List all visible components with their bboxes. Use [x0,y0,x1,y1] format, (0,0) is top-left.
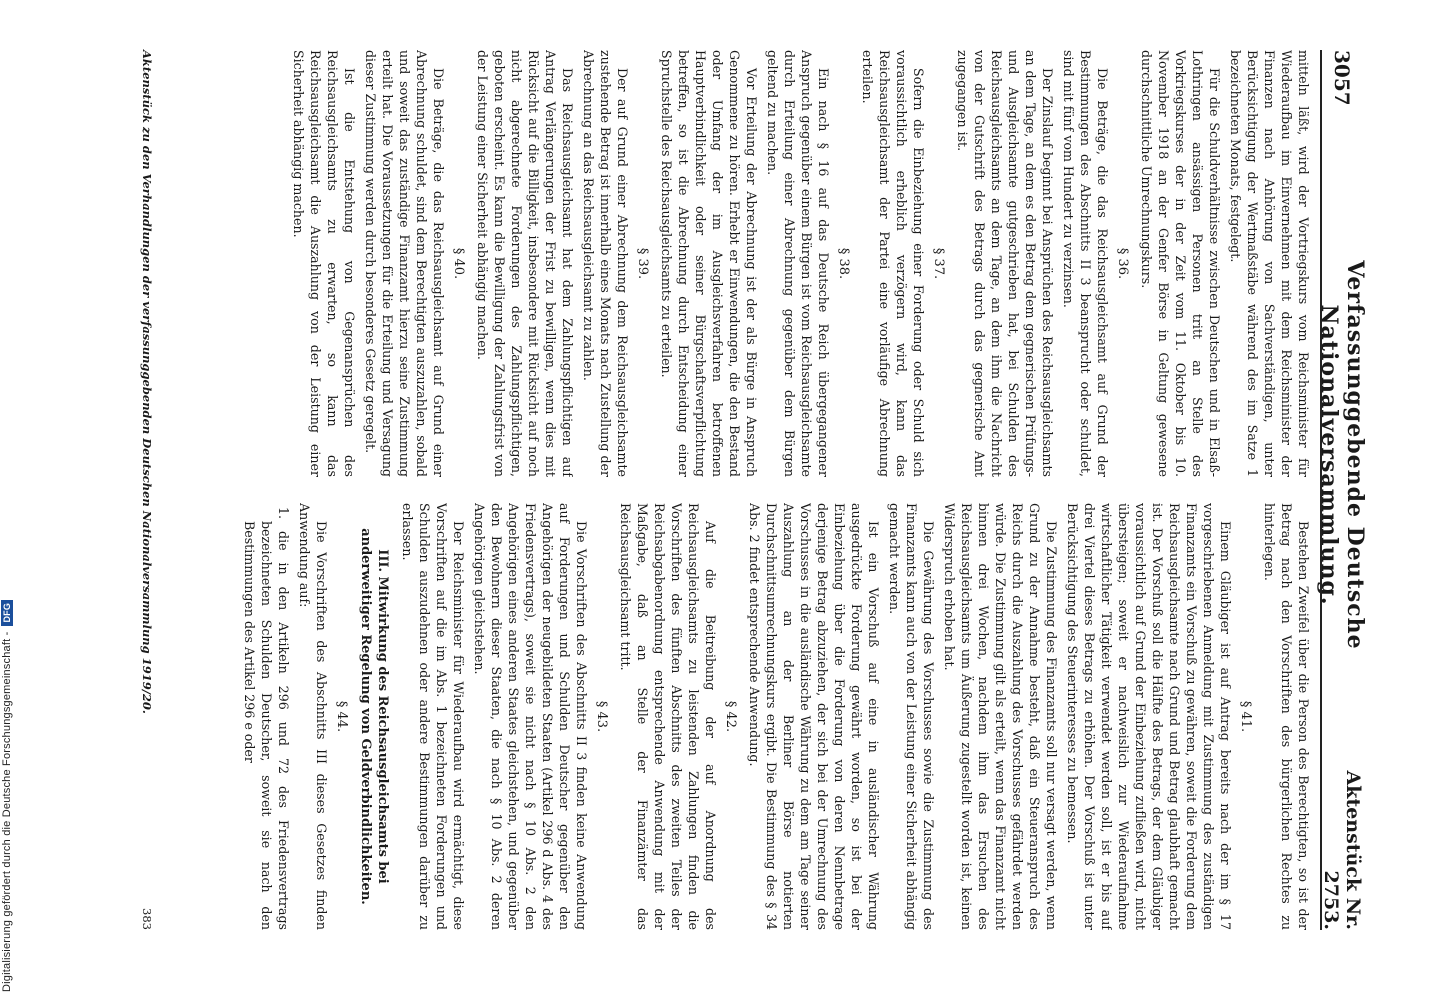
section-heading: § 43. [594,700,609,733]
paragraph: Die Beträge, die das Reichsausgleichsamt auf Grund einer Abrechnung schuldet, sind dem Berechtigten auszuzahlen, sobald und soweit das zuständige Finanzamt hierzu seine Zustimmung erteilt hat. Die Voraussetzungen für die Erteilung und Versagung dieser Zustimmung werden durch besonderes Gesetz geregelt. [363,50,446,477]
page-header [1316,50,1368,930]
paragraph: Der Zinslauf beginnt bei Ansprüchen des Reichsausgleichsamts an dem Tage, an dem es den Betrag dem gegnerischen Prüfungs- und Ausgleichsamte gutgeschrieben hat, bei Schulden des Reichsausgleichsamts an dem Tage, an dem ihm die Nachricht von der Gutschrift des Betrags durch das gegnerische Amt zugegangen ist. [955,50,1055,477]
section-heading: § 38. [836,247,851,280]
page-content [130,40,1368,940]
list-item: 1. die in den Artikeln 296 und 72 des Friedensvertrags bezeichneten Schulden Deutscher, soweit sie nach den Bestimmungen des Artikel 296 e oder [242,507,291,930]
running-title: Verfassunggebende Deutsche Nationalversammlung. [1316,260,1368,650]
paragraph: Der Reichsminister für Wiederaufbau wird ermächtigt, diese Vorschriften auf die im Abs. 1 bezeichneten Forderungen und Schulden auszudehnen oder andere Bestimmungen darüber zu erlassen. [400,503,466,930]
paragraph: Für die Schuldverhältnisse zwischen Deutschen und in Elsaß-Lothringen ansässigen Personen tritt an Stelle des Vorkriegskurses der in der Zeit vom 11. Oktober bis 10. November 1918 an der Genfer Börse in Geltung gewesene durchschnittliche Umrechnungskurs. [1139,50,1222,477]
paragraph: Ein nach § 16 auf das Deutsche Reich übergegangener Anspruch gegenüber einem Bürgen ist vom Reichsausgleichsamte durch Erteilung einer Abrechnung gegenüber dem Bürgen geltend zu machen. [765,50,831,477]
section-heading: § 44. [334,700,349,733]
paragraph: Sofern die Einbeziehung einer Forderung oder Schuld sich voraussichtlich erheblich verzögern wird, kann das Reichsausgleichsamt der Partei eine vorläufige Abrechnung erteilen. [860,50,926,477]
paragraph: Die Vorschriften des Abschnitts II 3 finden keine Anwendung auf Forderungen und Schulden Deutscher gegenüber den Angehörigen der neugebildeten Staaten (Artikel 296 d Abs. 4 des Friedensvertrags), soweit sie nicht nach § 10 Abs. 2 den Angehörigen eines anderen Staates gleichstehen, und gegenüber den Bewohnern dieser Staaten, die nach § 10 Abs. 2 deren Angehörigen gleichstehen. [472,503,589,930]
section-heading: § 42. [723,700,738,733]
paragraph: Vor Erteilung der Abrechnung ist der als Bürge in Anspruch Genommene zu hören. Erhebt er Einwendungen, die den Bestand oder Umfang der im Ausgleichsverfahren betroffenen Hauptverbindlichkeit oder seiner Bürgschaftsverpflichtung betreffen, so ist die Abrechnung durch Entscheidung einer Spruchstelle des Reichsausgleichsamts zu erteilen. [659,50,759,477]
section-heading: § 41. [1238,700,1253,733]
paragraph: Ist die Entstehung von Gegenansprüchen des Reichsausgleichsamts zu erwarten, so kann das Reichsausgleichsamt die Auszahlung von der Leistung einer Sicherheit abhängig machen. [291,50,357,477]
digitization-credit [0,0,26,1000]
text-columns [190,50,1312,930]
section-heading: § 40. [451,247,466,280]
paragraph: Die Beträge, die das Reichsausgleichsamt auf Grund der Bestimmungen des Abschnitts II 3 beansprucht oder schuldet, sind mit fünf vom Hundert zu verzinsen. [1061,50,1110,477]
paragraph: Bestehen Zweifel über die Person des Berechtigten, so ist der Betrag nach den Vorschriften des bürgerlichen Rechtes zu hinterlegen. [1262,503,1311,930]
page-number: 3057 [1330,50,1354,106]
header-rule [1320,50,1322,930]
footer-page-reference: 383 [140,908,154,930]
scanned-page [130,40,1368,940]
document-number: Aktenstück Nr. 2753. [1320,770,1364,930]
paragraph: mitteln läßt, wird der Vortriegskurs vom Reichsminister für Wiederaufbau im Einvernehmen mit dem Reichsminister der Finanzen nach Anhörung von Sachverständigen, unter Berücksichtigung der Wertmaßstäbe während des im Satze 1 bezeichneten Monats, festgelegt. [1228,50,1311,477]
credit-text: Digitalisierung gefördert durch die Deutsche Forschungsgemeinschaft - [1,631,13,992]
footer-text: Aktenstück zu den Verhandlungen der verfassunggebenden Deutschen Nationalversammlung 1919/20. [140,50,154,714]
right-column [190,503,1312,930]
paragraph: Der auf Grund einer Abrechnung dem Reichsausgleichsamte zustehende Betrag ist innerhalb eines Monats nach Zustellung der Abrechnung an das Reichsausgleichsamt zu zahlen. [581,50,630,477]
paragraph: Die Zustimmung des Finanzamts soll nur versagt werden, wenn Grund zu der Annahme besteht, daß ein Steueranspruch des Reichs durch die Auszahlung des Vorschusses gefährdet werden würde. Die Zustimmung gilt als erteilt, wenn das Finanzamt nicht binnen drei Wochen, nachdem ihm das Ersuchen des Reichsausgleichsamts um Äußerung zugestellt worden ist, keinen Widerspruch erhoben hat. [942,503,1059,930]
paragraph: Auf die Beitreibung der auf Anordnung des Reichsausgleichsamts zu leistenden Zahlungen finden die Vorschriften des fünften Abschnitts des zweiten Teiles der Reichsabgabenordnung entsprechende Anwendung mit der Maßgabe, daß an Stelle der Finanzämter das Reichsausgleichsamt tritt. [618,503,718,930]
paragraph: Einem Gläubiger ist auf Antrag bereits nach der im § 17 vorgeschriebenen Anmeldung mit Zustimmung des zuständigen Finanzamts ein Vorschuß zu gewähren, soweit die Forderung dem Reichsausgleichsamte nach Grund und Betrag glaubhaft gemacht ist. Der Vorschuß soll die Hälfte des Betrags, der dem Gläubiger voraussichtlich auf Grund der Einbeziehung zufließen wird, nicht übersteigen; soweit er nachweislich zur Wiederaufnahme wirtschaftlicher Tätigkeit verwendet werden soll, ist er bis auf drei Viertel dieses Betrags zu erhöhen. Der Vorschuß ist unter Berücksichtigung des Steuerinteresses zu bemessen. [1065,503,1233,930]
credit-text-wrapper [1,600,13,992]
part-heading: III. Mitwirkung des Reichsausgleichsamts bei anderweitiger Regelung von Geldverbindlichkeiten. [358,528,390,905]
page-footer [140,50,154,930]
paragraph: Die Vorschriften des Abschnitts III dieses Gesetzes finden Anwendung auf: [297,503,329,930]
paragraph: Das Reichsausgleichsamt hat dem Zahlungspflichtigen auf Antrag Verlängerungen der Frist zu bewilligen, wenn dies mit Rücksicht auf die Billigkeit, insbesondere mit Rücksicht auf noch nicht abgerechnete Forderungen des Zahlungspflichtigen, geboten erscheint. Es kann die Bewilligung der Zahlungsfrist von der Leistung einer Sicherheit abhängig machen. [475,50,575,477]
section-heading: § 39. [635,247,650,280]
paragraph: Ist ein Vorschuß auf eine in ausländischer Währung ausgedrückte Forderung gewährt worden, so ist bei der Einbeziehung über die Forderung von deren Nennbetrage derjenige Betrag abzuziehen, der sich bei der Umrechnung des Vorschusses in die ausländische Währung zu dem am Tage seiner Auszahlung an der Berliner Börse notierten Durchschnittsumrechnungskurs ergibt. Die Bestimmung des § 34 Abs. 2 findet entsprechende Anwendung. [747,503,881,930]
left-column [190,50,1312,477]
paragraph: Die Gewährung des Vorschusses sowie die Zustimmung des Finanzamts kann auch von der Leistung einer Sicherheit abhängig gemacht werden. [887,503,936,930]
section-heading: § 37. [931,247,946,280]
section-heading: § 36. [1115,247,1130,280]
dfg-logo: DFG [1,600,13,626]
